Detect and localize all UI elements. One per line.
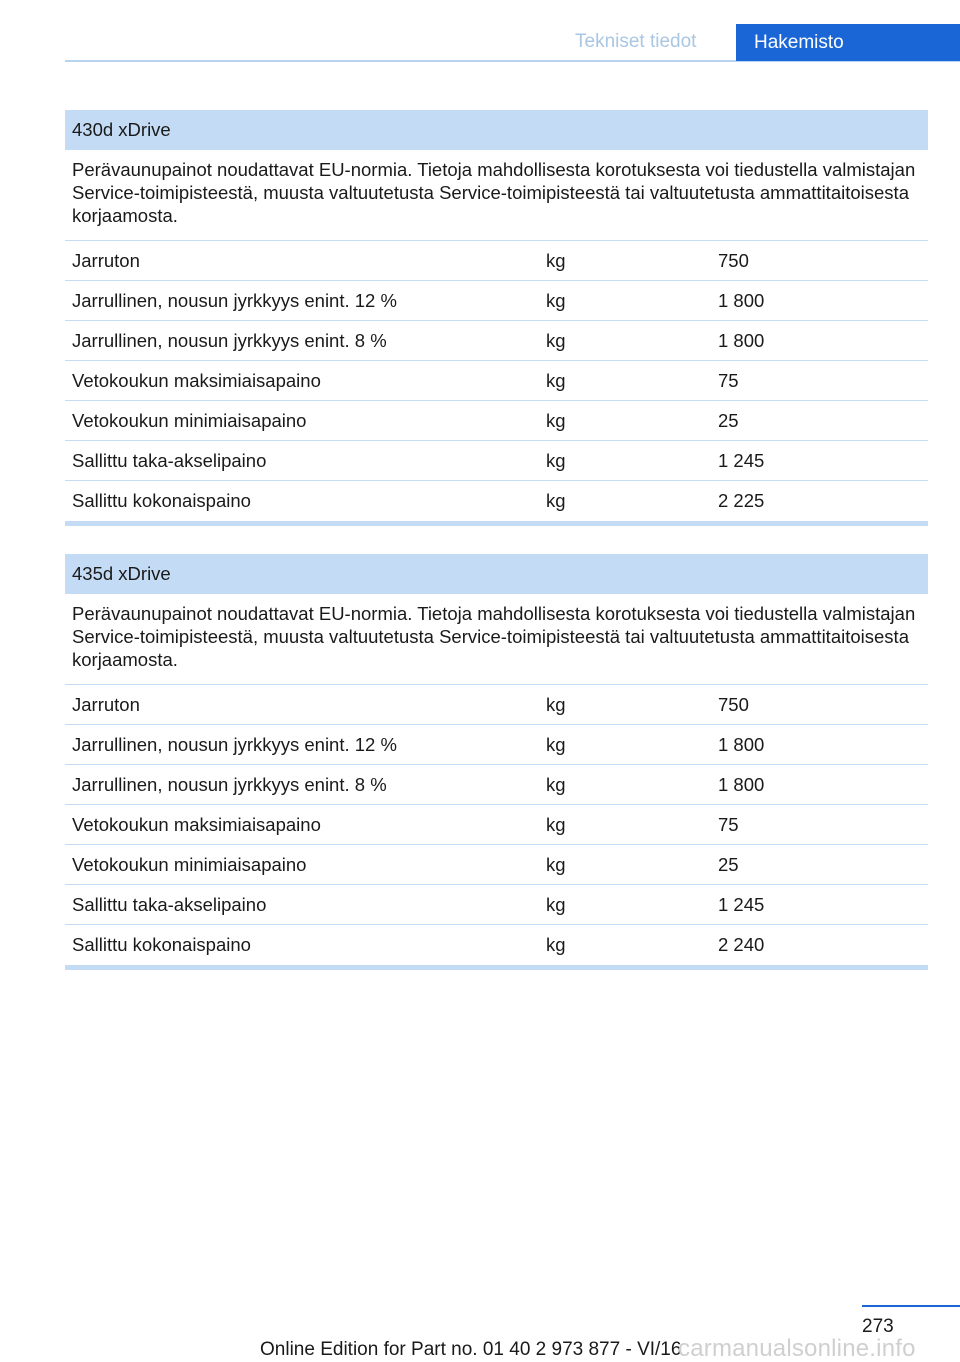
row-unit: kg [546,734,566,755]
table-row [65,725,928,765]
table-row [65,765,928,805]
table-row [65,481,928,521]
row-value: 25 [718,410,739,431]
table-title: 430d xDrive [65,110,928,150]
row-value: 1 800 [718,330,765,351]
table-title: 435d xDrive [65,554,928,594]
edition-text: Online Edition for Part no. 01 40 2 973 877 - VI/16 [260,1339,682,1360]
row-unit: kg [546,450,566,471]
row-label: Jarruton [72,250,140,271]
row-value: 75 [718,370,739,391]
table-row [65,441,928,481]
tab-hakemisto[interactable]: Hakemisto [736,24,960,61]
row-label: Vetokoukun minimiaisapaino [72,854,307,875]
row-label: Jarrullinen, nousun jyrkkyys enint. 12 % [72,290,397,311]
row-value: 750 [718,694,749,715]
row-value: 2 240 [718,934,765,955]
table-row [65,321,928,361]
row-label: Vetokoukun maksimiaisapaino [72,814,321,835]
table-end-rule [65,521,928,526]
footer-rule [862,1305,960,1307]
table-row [65,805,928,845]
row-unit: kg [546,410,566,431]
table-row [65,845,928,885]
row-value: 1 800 [718,774,765,795]
table-note: Perävaunupainot noudattavat EU-normia. Tietoja mahdollisesta korotuksesta voi tiedustella valmistajan Service-toimipisteestä, muusta valtuutetusta Service-toimipisteestä tai valtuutetusta ammattitaitoisesta korjaamosta. [65,150,928,241]
row-unit: kg [546,490,566,511]
row-label: Sallittu kokonaispaino [72,490,251,511]
row-label: Sallittu kokonaispaino [72,934,251,955]
row-label: Vetokoukun maksimiaisapaino [72,370,321,391]
table-row [65,925,928,965]
table-row [65,685,928,725]
row-unit: kg [546,934,566,955]
row-unit: kg [546,814,566,835]
row-unit: kg [546,250,566,271]
spec-table-435d [65,554,928,970]
table-row [65,361,928,401]
row-label: Sallittu taka-akselipaino [72,894,267,915]
row-unit: kg [546,694,566,715]
table-row [65,885,928,925]
row-unit: kg [546,330,566,351]
row-value: 1 245 [718,450,765,471]
table-note: Perävaunupainot noudattavat EU-normia. Tietoja mahdollisesta korotuksesta voi tiedustella valmistajan Service-toimipisteestä, muusta valtuutetusta Service-toimipisteestä tai valtuutetusta ammattitaitoisesta korjaamosta. [65,594,928,685]
row-value: 1 245 [718,894,765,915]
row-value: 2 225 [718,490,765,511]
page-number: 273 [862,1316,894,1337]
table-end-rule [65,965,928,970]
table-row [65,401,928,441]
watermark: carmanualsonline.info [678,1335,916,1362]
row-unit: kg [546,370,566,391]
row-label: Jarruton [72,694,140,715]
row-label: Jarrullinen, nousun jyrkkyys enint. 8 % [72,774,387,795]
row-unit: kg [546,774,566,795]
table-row [65,281,928,321]
row-label: Vetokoukun minimiaisapaino [72,410,307,431]
row-value: 750 [718,250,749,271]
row-value: 1 800 [718,734,765,755]
row-value: 75 [718,814,739,835]
row-unit: kg [546,854,566,875]
row-unit: kg [546,290,566,311]
row-label: Jarrullinen, nousun jyrkkyys enint. 8 % [72,330,387,351]
spec-table-430d [65,110,928,526]
row-value: 25 [718,854,739,875]
row-unit: kg [546,894,566,915]
table-row [65,241,928,281]
row-label: Jarrullinen, nousun jyrkkyys enint. 12 % [72,734,397,755]
row-value: 1 800 [718,290,765,311]
tab-tekniset-tiedot[interactable]: Tekniset tiedot [575,31,697,52]
row-label: Sallittu taka-akselipaino [72,450,267,471]
